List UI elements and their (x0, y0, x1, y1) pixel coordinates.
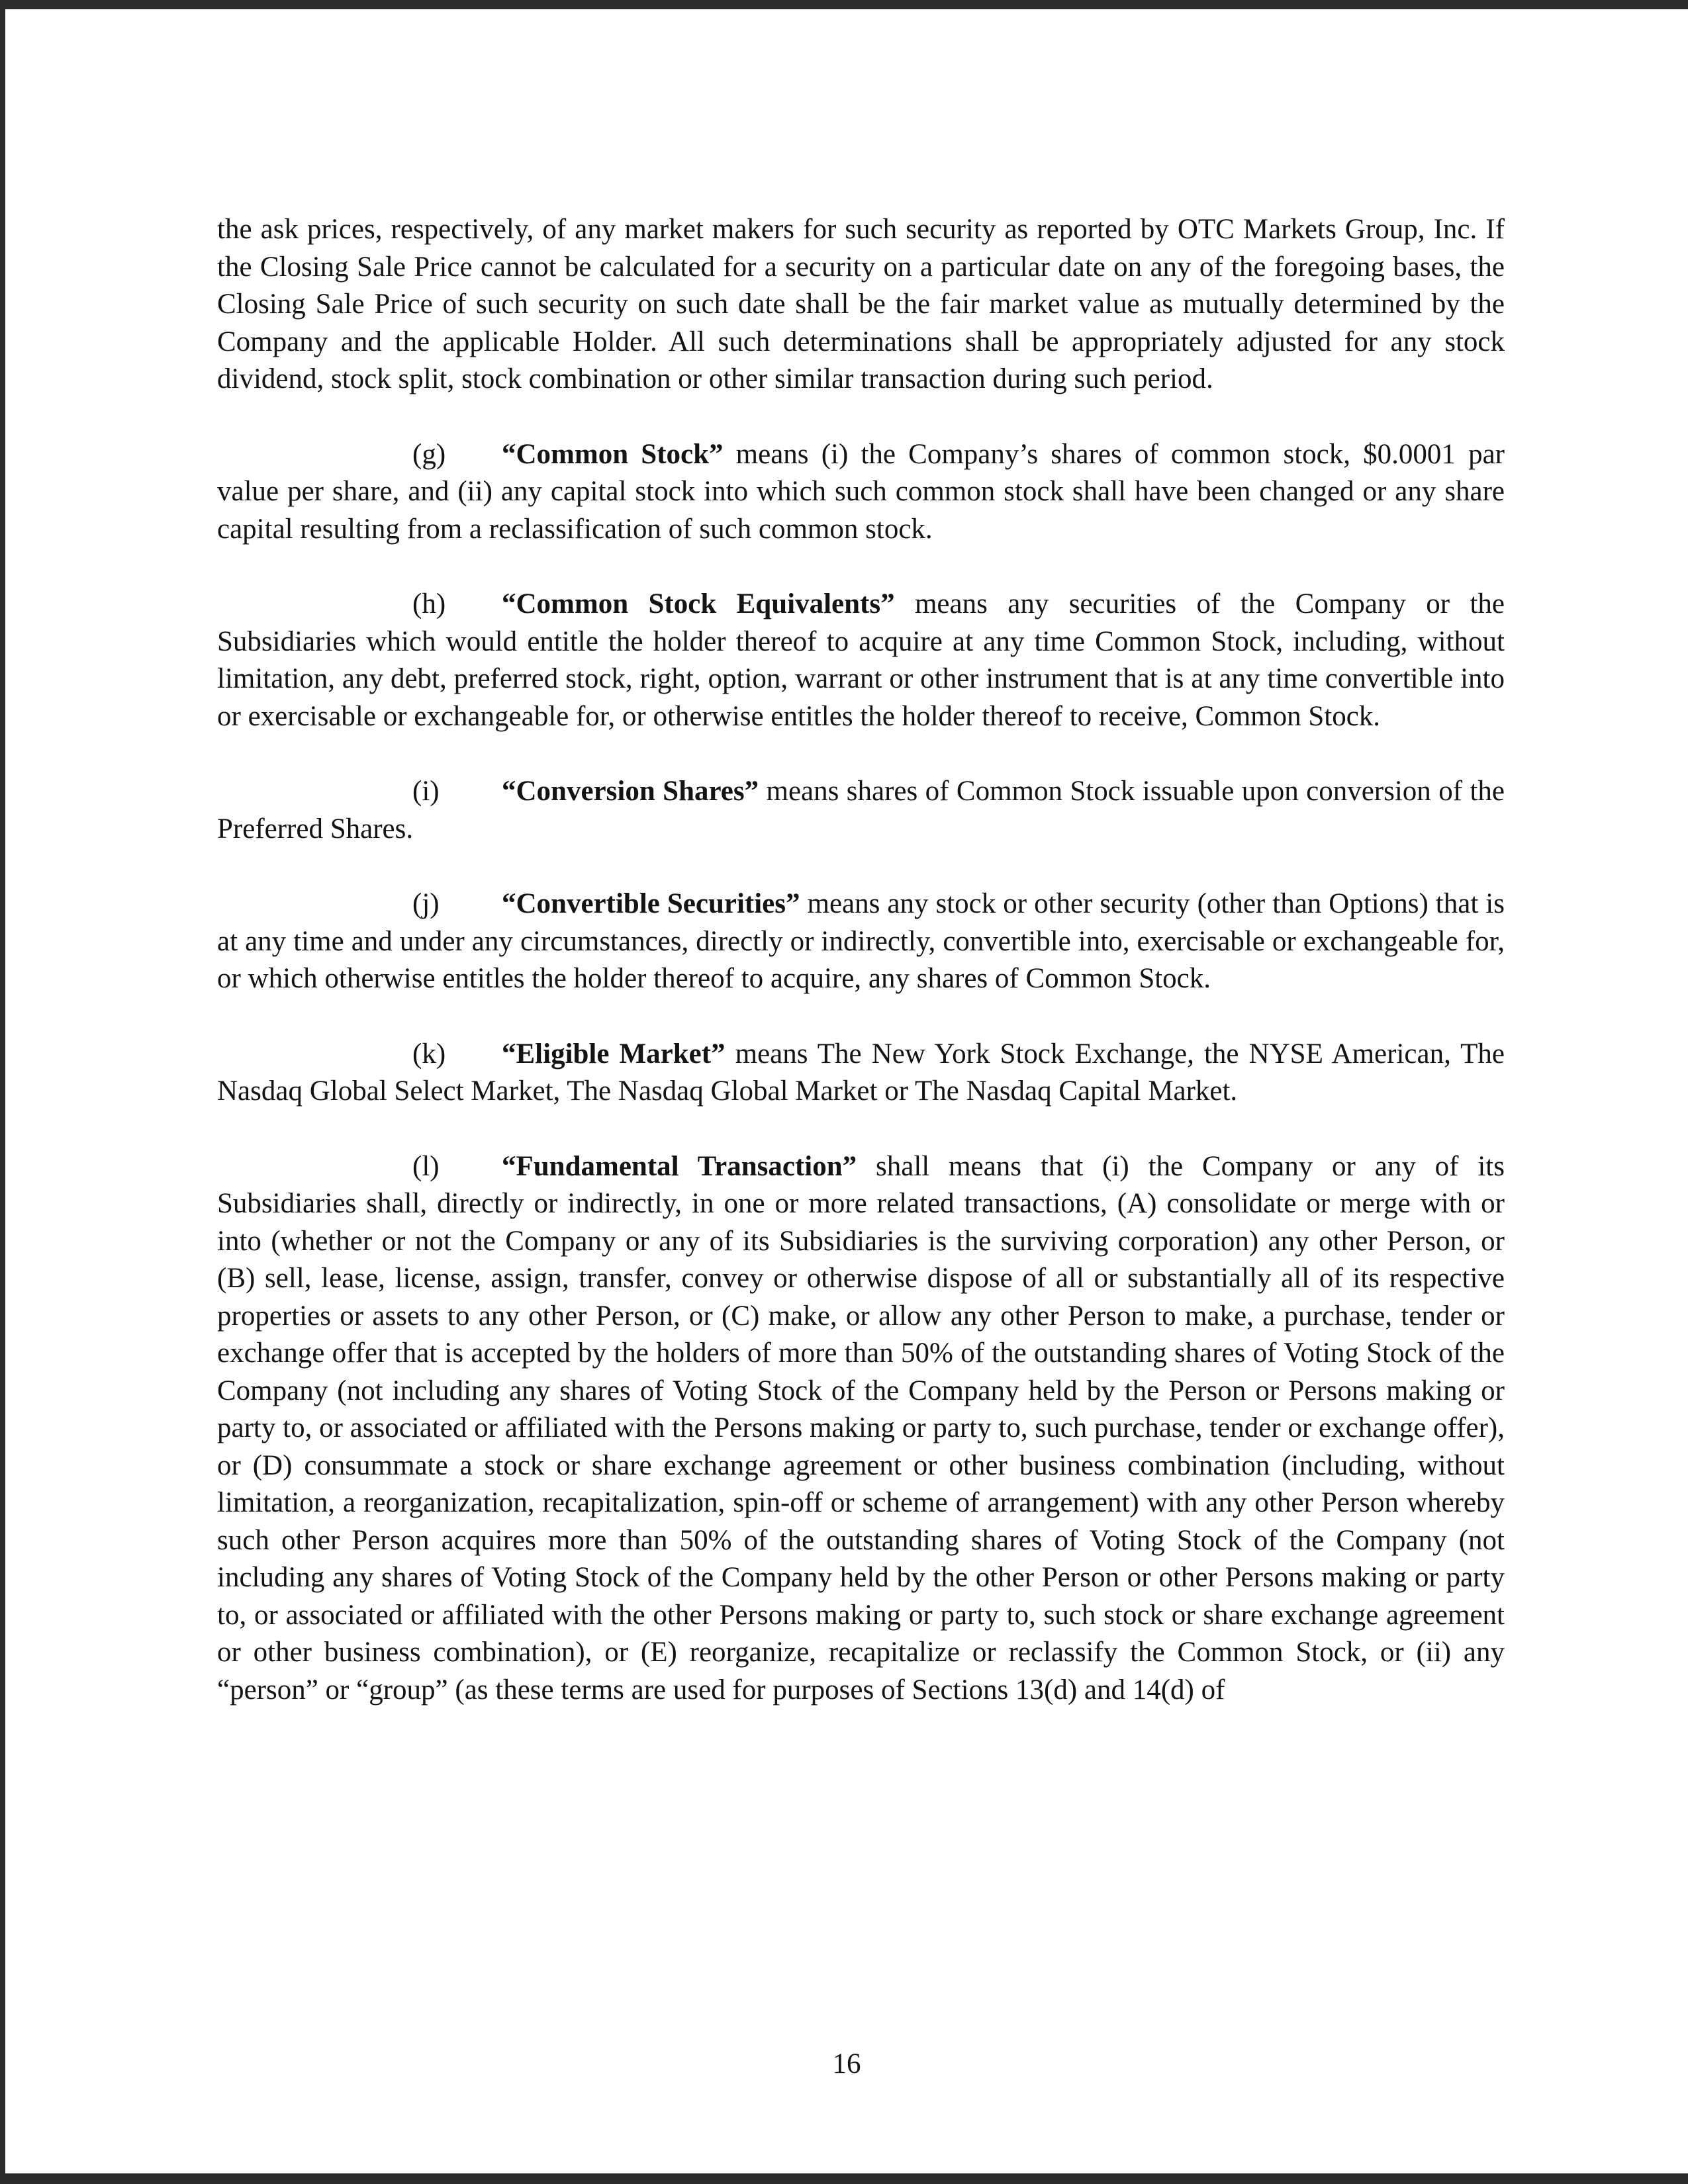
definition-text: means (i) the Company’s shares of common stock, $0.0001 par value per share, and (ii) any capital stock into which such common stock shall have been changed or any share capital resulting from a reclassification of such common stock. (217, 438, 1505, 545)
definition-label: (k) (412, 1038, 446, 1069)
definition-text: means The New York Stock Exchange, the NYSE American, The Nasdaq Global Select Market, The Nasdaq Global Market or The Nasdaq Capital Market. (217, 1038, 1505, 1107)
definition-label: (g) (412, 438, 446, 470)
defined-term: “Common Stock” (502, 438, 724, 470)
definition-common-stock (217, 436, 1505, 549)
definition-fundamental-transaction (217, 1148, 1505, 1709)
document-page (5, 9, 1688, 2173)
defined-term: “Convertible Securities” (502, 888, 800, 919)
continued-paragraph: the ask prices, respectively, of any market makers for such security as reported by OTC Markets Group, Inc. If the Closing Sale Price cannot be calculated for a security on a particular date on any of the foregoing bases, the Closing Sale Price of such security on such date shall be the fair market value as mutually determined by the Company and the applicable Holder. All such determinations shall be appropriately adjusted for any stock dividend, stock split, stock combination or other similar transaction during such period. (217, 214, 1505, 394)
definition-text: means any securities of the Company or the Subsidiaries which would entitle the holder thereof to acquire at any time Common Stock, including, without limitation, any debt, preferred stock, right, option, warrant or other instrument that is at any time convertible into or exercisable or exchangeable for, or otherwise entitles the holder thereof to receive, Common Stock. (217, 588, 1505, 732)
page-number: 16 (832, 2048, 861, 2079)
definition-label: (i) (412, 776, 440, 807)
defined-term: “Common Stock Equivalents” (502, 588, 895, 619)
definition-conversion-shares (217, 773, 1505, 848)
definition-text: shall means that (i) the Company or any of its Subsidiaries shall, directly or indirectly, in one or more related transactions, (A) consolidate or merge with or into (whether or not the Company or any of its Subsidiaries is the surviving corporation) any other Person, or (B) sell, lease, license, assign, transfer, convey or otherwise dispose of all or substantially all of its respective properties or assets to any other Person, or (C) make, or allow any other Person to make, a purchase, tender or exchange offer that is accepted by the holders of more than 50% of the outstanding shares of Voting Stock of the Company (not including any shares of Voting Stock of the Company held by the Person or Persons making or party to, or associated or affiliated with the Persons making or party to, such purchase, tender or exchange offer), or (D) consummate a stock or share exchange agreement or other business combination (including, without limitation, a reorganization, recapitalization, spin-off or scheme of arrangement) with any other Person whereby such other Person acquires more than 50% of the outstanding shares of Voting Stock of the Company (not including any shares of Voting Stock of the Company held by the other Person or other Persons making or party to, or associated or affiliated with the other Persons making or party to, such stock or share exchange agreement or other business combination), or (E) reorganize, recapitalize or reclassify the Common Stock, or (ii) any “person” or “group” (as these terms are used for purposes of Sections 13(d) and 14(d) of (217, 1150, 1505, 1706)
defined-term: “Fundamental Transaction” (502, 1150, 857, 1182)
definition-common-stock-equivalents (217, 586, 1505, 735)
defined-term: “Conversion Shares” (502, 776, 759, 807)
definition-text: means any stock or other security (other than Options) that is at any time and under any circumstances, directly or indirectly, convertible into, exercisable or exchangeable for, or which otherwise entitles the holder thereof to acquire, any shares of Common Stock. (217, 888, 1505, 994)
definition-text: means shares of Common Stock issuable upon conversion of the Preferred Shares. (217, 776, 1505, 844)
definition-label: (h) (412, 588, 446, 619)
definition-label: (j) (412, 888, 440, 919)
definition-convertible-securities (217, 886, 1505, 998)
definition-eligible-market (217, 1036, 1505, 1111)
document-body (217, 211, 1505, 1747)
defined-term: “Eligible Market” (502, 1038, 726, 1069)
definition-label: (l) (412, 1150, 440, 1182)
